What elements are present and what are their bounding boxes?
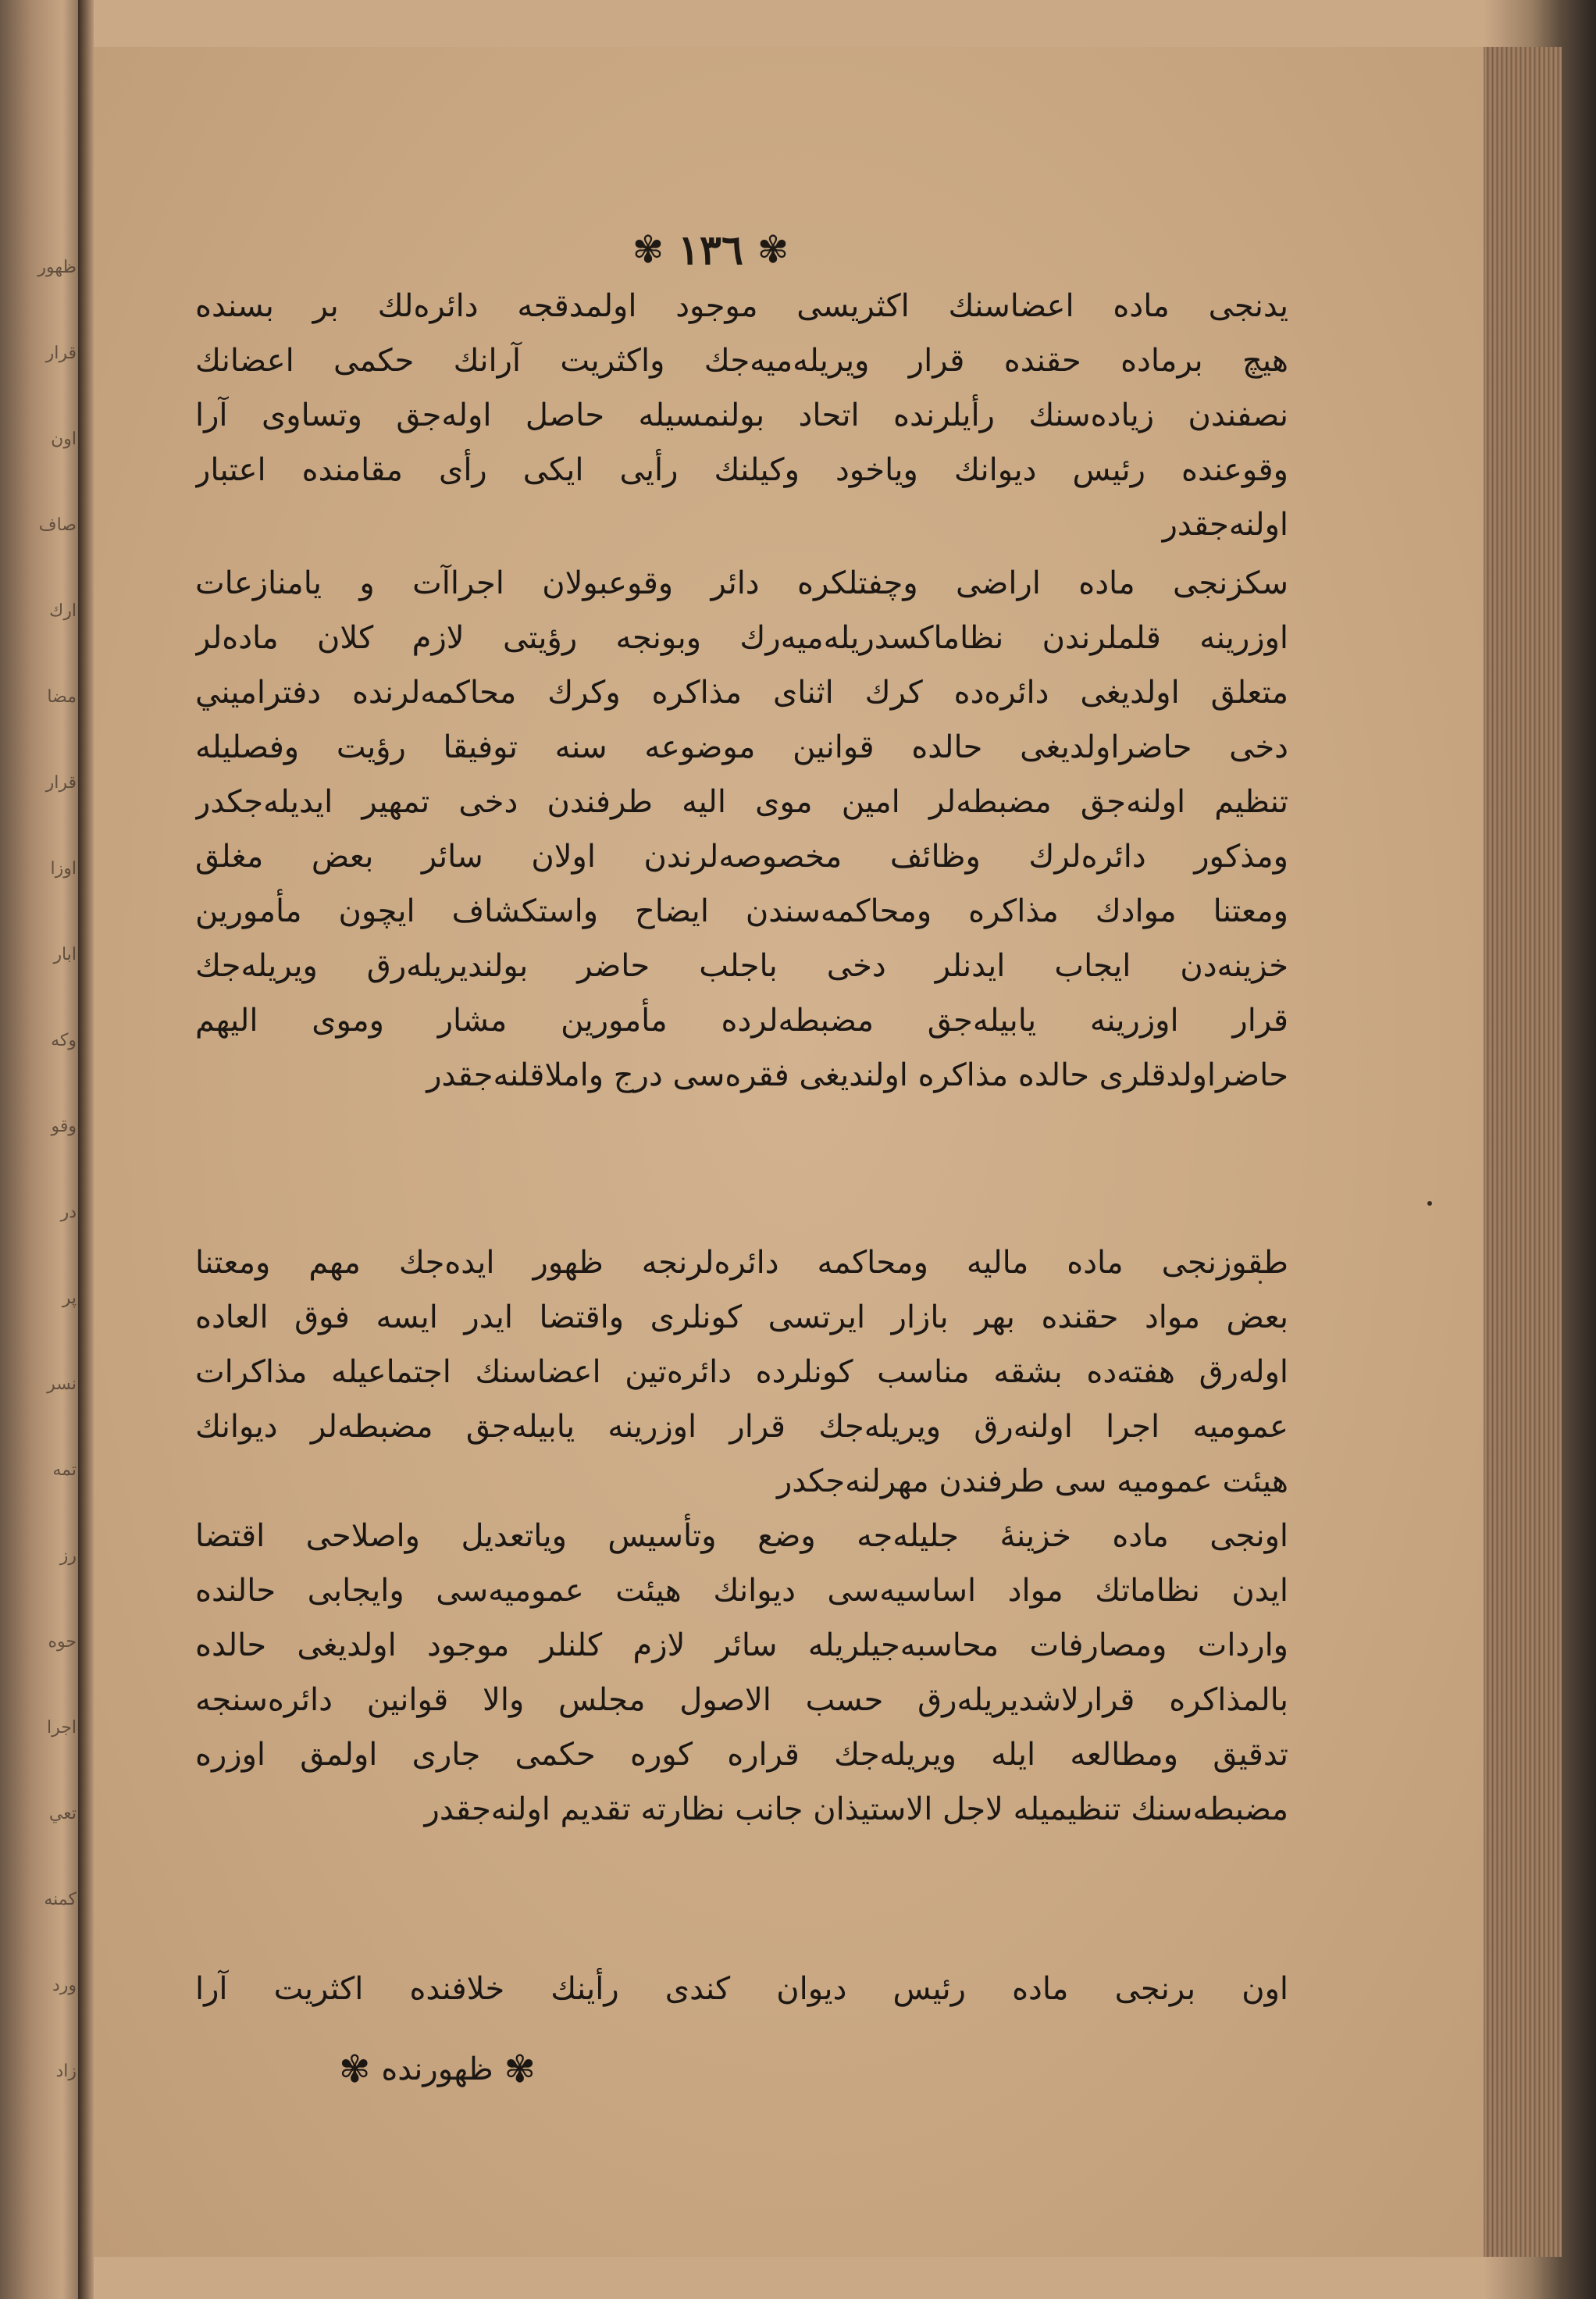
catchword-ornament-left-icon: ✾ [339, 2048, 371, 2091]
ornament-right-icon: ✾ [757, 228, 789, 272]
catchword: ظهورنده [381, 2051, 493, 2087]
text-line: هيچ برماده حقنده قرار ويريله‌ميه‌جك واكثريت آرانك حكمى اعضانك [195, 343, 1288, 379]
book-gutter [78, 0, 94, 2299]
catchword-block [297, 2042, 578, 2097]
facing-page-fragment: در [60, 1203, 77, 1222]
page-header [593, 219, 828, 281]
text-line: سكزنجى ماده اراضى وچفتلكره دائر وقوعبولان اجراآت و يامنازعات [195, 565, 1288, 601]
text-line: ايدن نظاماتك مواد اساسيه‌سى ديوانك هيئت عموميه‌سى وايجابى حالنده [195, 1573, 1288, 1609]
facing-page-fragment: اون [51, 430, 77, 449]
facing-page-fragment: وقو [51, 1117, 77, 1136]
catchword-ornament-right-icon: ✾ [504, 2048, 536, 2091]
facing-page-fragment: تمه [52, 1460, 77, 1480]
facing-page-fragment: حوه [48, 1632, 77, 1652]
text-line: وقوعنده رئيس ديوانك وياخود وكيلنك رأيى ايكى رأى مقامنده اعتبار [195, 452, 1288, 488]
text-line: قرار اوزرينه يابيله‌جق مضبطه‌لرده مأمورين مشار وموى اليهم [195, 1003, 1288, 1039]
text-line: مضبطه‌سنك تنظيميله لاجل الاستيذان جانب نظارته تقديم اولنه‌جقدر [424, 1791, 1288, 1827]
ornament-left-icon: ✾ [632, 228, 664, 272]
text-line: عموميه اجرا اولنه‌رق ويريله‌جك قرار اوزرينه يابيله‌جق مضبطه‌لر ديوانك [195, 1409, 1288, 1445]
text-line: نصفندن زياده‌سنك رأيلرنده اتحاد بولنمسيله حاصل اوله‌جق وتساوى آرا [195, 397, 1288, 433]
facing-page-fragment: تعي [48, 1804, 77, 1823]
facing-page-fragment: ورد [52, 1976, 77, 1995]
text-line: خزينه‌دن ايجاب ايدنلر دخى باجلب حاضر بولنديريله‌رق ويريله‌جك [195, 948, 1288, 984]
facing-page-fragment: مضا [47, 687, 77, 707]
text-line: اونجى ماده خزينهٔ جليله‌جه وضع وتأسيس وياتعديل واصلاحى اقتضا [195, 1518, 1288, 1554]
facing-page-fragment: ارك [49, 601, 77, 621]
text-line: اولنه‌جقدر [1162, 507, 1288, 543]
facing-page-fragment: قرار [45, 344, 77, 363]
facing-page-fragment: اجرا [47, 1718, 77, 1738]
text-line: بالمذاكره قرارلاشديريله‌رق حسب الاصول مجلس والا قوانين دائره‌سنجه [195, 1682, 1288, 1718]
text-line: ومذكور دائره‌لرك وظائف مخصوصه‌لرندن اولان سائر بعض مغلق [195, 839, 1288, 875]
facing-page-fragment: صاف [38, 515, 77, 535]
text-line: بعض مواد حقنده بهر بازار ايرتسى كونلرى واقتضا ايدر ايسه فوق العاده [195, 1299, 1288, 1335]
text-line: واردات ومصارفات محاسبه‌جيلريله سائر لازم كلنلر موجود اولديغى حالده [195, 1627, 1288, 1663]
facing-page-fragment: وكه [51, 1031, 77, 1050]
facing-page-fragment: ظهور [37, 258, 77, 277]
text-line: تنظيم اولنه‌جق مضبطه‌لر امين موى اليه طرفندن دخى تمهير ايديله‌جكدر [195, 784, 1288, 820]
facing-page-fragment: اوزا [50, 859, 77, 879]
text-line: ومعتنا موادك مذاكره ومحاكمه‌سندن ايضاح واستكشاف ايچون مأمورين [195, 893, 1288, 929]
facing-page-fragment: كمنه [44, 1890, 77, 1909]
text-line: اوزرينه قلملرندن نظاماكسدريله‌ميه‌رك وبونجه رؤيتى لازم كلان ماده‌لر [195, 620, 1288, 656]
facing-page-edge [0, 0, 86, 2299]
text-line: هيئت عموميه سى طرفندن مهرلنه‌جكدر [776, 1463, 1288, 1499]
facing-page-fragment: قرار [45, 773, 77, 793]
facing-page-fragment: زاد [55, 2062, 77, 2081]
text-line: دخى حاضراولديغى حالده قوانين موضوعه سنه توفيقا رؤيت وفصليله [195, 729, 1288, 765]
facing-page-fragment: نسر [47, 1374, 77, 1394]
text-line: تدقيق ومطالعه ايله ويريله‌جك قراره كوره حكمى جارى اولمق اوزره [195, 1737, 1288, 1773]
text-line: اون برنجى ماده رئيس ديوان كندى رأينك خلافنده اكثريت آرا [195, 1971, 1288, 2007]
page-number: ١٣٦ [678, 226, 743, 274]
facing-page-fragment: پر [62, 1289, 77, 1308]
page-edges [1484, 47, 1562, 2257]
facing-page-fragment: ابار [53, 945, 77, 964]
text-line: طقوزنجى ماده ماليه ومحاكمه دائره‌لرنجه ظهور ايده‌جك مهم ومعتنا [195, 1245, 1288, 1281]
text-line: حاضراولدقلرى حالده مذاكره اولنديغى فقره‌سى درج واملاقلنه‌جقدر [426, 1057, 1288, 1093]
text-line: متعلق اولديغى دائره‌ده كرك اثناى مذاكره وكرك محاكمه‌لرنده دفتراميني [195, 675, 1288, 711]
text-line: اوله‌رق هفته‌ده بشقه مناسب كونلرده دائره‌تين اعضاسنك اجتماعيله مذاكرات [195, 1354, 1288, 1390]
facing-page-fragment: رز [59, 1546, 77, 1566]
paper-spot [1259, 1281, 1262, 1284]
article-text [195, 281, 1288, 2155]
paper-spot [1427, 1201, 1432, 1206]
text-line: يدنجى ماده اعضاسنك اكثريسى موجود اولمدقجه دائره‌لك بر بسنده [195, 288, 1288, 324]
